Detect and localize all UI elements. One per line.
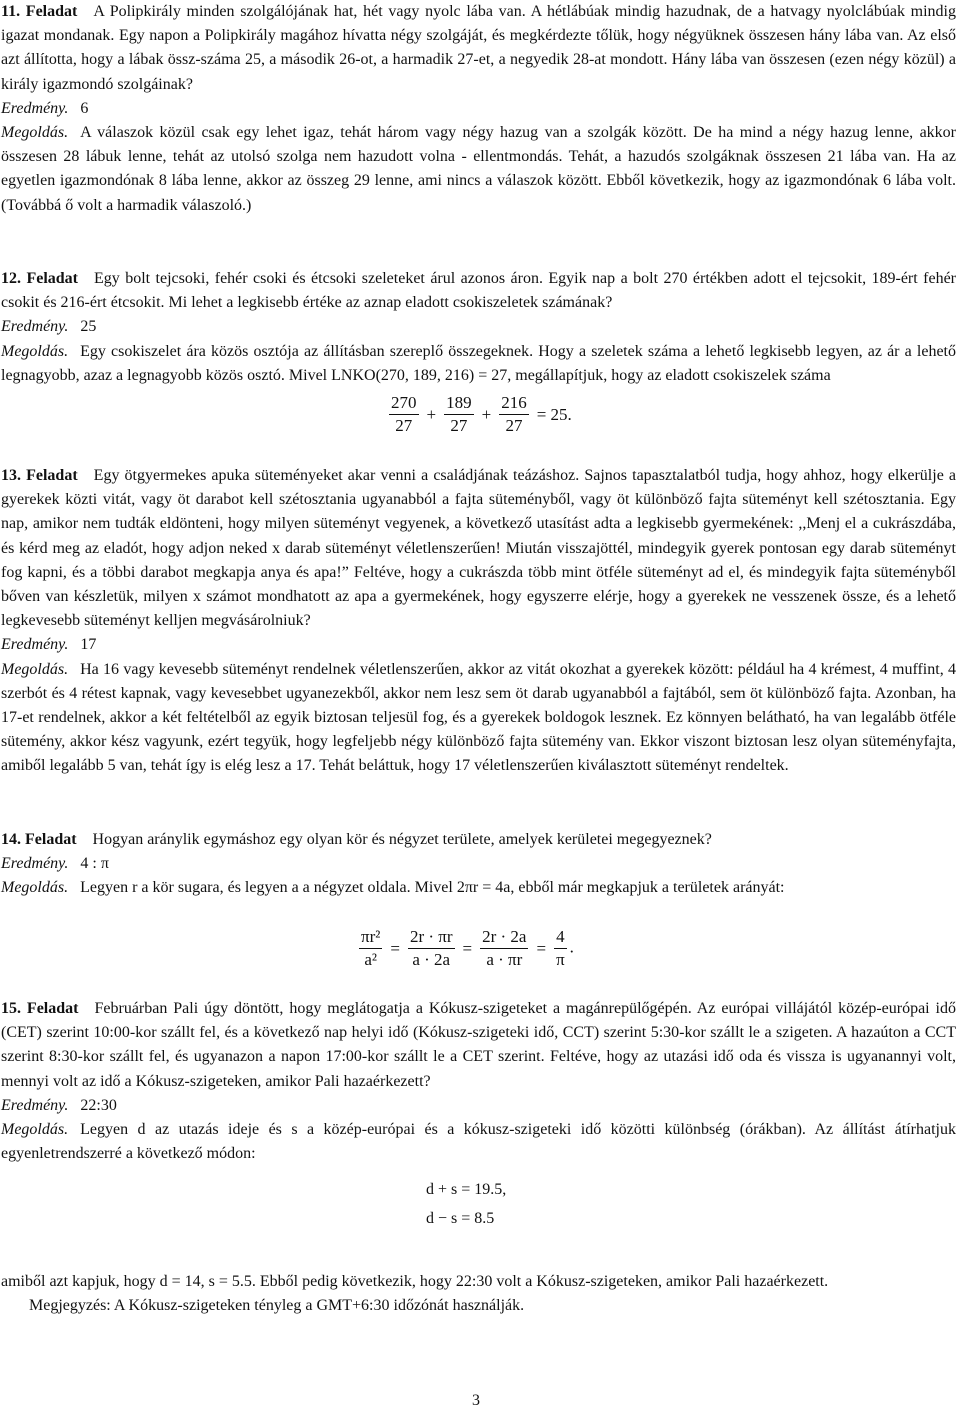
problem-12: [1, 267, 956, 388]
problem-13-statement: 13. Feladat Egy ötgyermekes apuka süteményeket akar venni a családjának teázáshoz. Sajnos tapasztalatból tudja, hogy ahhoz, hogy elkerülje a gyerekek közti vitát, vagy öt darabot kell szétosztania ugyanabból a fajta süteményből, vagy öt különböző fajta süteményt kell szétosztania. Egy nap, amikor nem tudták eldönteni, hogy milyen süteményt vegyenek, a következő utasítást adta a legkisebb gyermekének: ,,Menj el a cukrászdába, és kérd meg az eladót, hogy adjon neked x darab süteményt véletlenszerűen! Miután visszajöttél, mindegyik gyerek pontosan egy darab süteményt fog kapni, és a többi darabot megkapja anya és apa!” Feltéve, hogy a cukrászda több mint ötféle süteményt ad el, és mindegyik fajta süteményből bőven van készletük, milyen x számot mondhatott az apa a gyermekének, hogy egyszerre elérje, hogy a gyerekek ne vesszenek össze, és a lehető legkevesebb süteményt kelljen megvásárolniuk?: [1, 467, 957, 630]
problem-header: 11. Feladat: [1, 3, 78, 20]
problem-12-solution: Megoldás. Egy csokiszelet ára közös osztója az állításban szereplő összegeknek. Hogy a szeletek száma a lehető legkisebb legyen, az ár a lehető legnagyobb, azaz a legnagyobb közös osztó. Mivel LNKO(270, 189, 216) = 27, megállapítjuk, hogy az eladott csokiszelek száma: [1, 342, 956, 384]
problem-15-statement: 15. Feladat Februárban Pali úgy döntött, hogy meglátogatja a Kókusz-szigeteket a magánrepülőgépén. Az európai villájától közép-európai idő (CET) szerint 10:00-kor szállt fel, és a következő nap helyi idő (Kókusz-szigeteki idő, CCT) szerint 5:30-kor szállt le a szigeten. A hazaúton a CCT szerint 8:30-kor szállt fel, és ugyanazon a napon 17:00-kor szállt le a CET szerint. Feltéve, hogy az utazási idő oda és vissza is ugyanannyi volt, mennyi volt az idő a Kókusz-szigeteken, amikor Pali hazaérkezett?: [1, 1000, 957, 1090]
equation-system: [426, 1175, 506, 1233]
problem-15: [1, 997, 956, 1166]
problem-15-result: Eredmény. 22:30: [1, 1096, 117, 1114]
problem-14: [1, 828, 956, 901]
problem-14-result: Eredmény. 4 : π: [1, 855, 109, 873]
problem-header: 14. Feladat: [1, 831, 77, 848]
problem-12-statement: 12. Feladat Egy bolt tejcsoki, fehér csoki és étcsoki szeleteket árul azonos áron. Egyik nap a bolt 270 értékben adott el tejcsokit, 189-ért fehér csokit és 216-ért étcsokit. Mi lehet a legkisebb értéke az aznap eladott csokiszeletek számának?: [1, 270, 957, 312]
conclusion-text: amiből azt kapjuk, hogy d = 14, s = 5.5. Ebből pedig következik, hogy 22:30 volt a Kókusz-szigeteken, amikor Pali hazaérkezett.: [1, 1273, 829, 1290]
page-number: 3: [472, 1392, 480, 1409]
problem-15-conclusion: [1, 1270, 956, 1318]
problem-11-result: Eredmény. 6: [1, 99, 89, 117]
problem-14-solution: Megoldás. Legyen r a kör sugara, és legyen a a négyzet oldala. Mivel 2πr = 4a, ebből már megkapjuk a területek arányát:: [1, 879, 785, 897]
problem-13-solution: Megoldás. Ha 16 vagy kevesebb süteményt rendelnek véletlenszerűen, akkor az vitát okozhat a gyerekek között: például ha 4 krémest, 4 muffint, 4 szerbót és 4 rétest kapnak, vagy kevesebbet ugyanezekből, akkor nem lesz sem öt darab ugyanabból a fajtából, sem öt különböző fajta. Azonban, ha 17-et rendelnek, akkor a két feltételből az egyik biztosan teljesül fog, és a gyerekek boldogok lesznek. Ez könnyen belátható, ha van legalább ötféle sütemény, akkor kész vagyunk, ezért tegyük, hogy legfeljebb négy különböző fajta sütemény van. Ekkor viszont biztosan lesz olyan süteményfajta, amiből legalább 5 van, tehát így is elég lesz a 17. Tehát beláttuk, hogy 17 véletlenszerűen kiválasztott süteményt rendeltek.: [1, 660, 956, 775]
problem-11: [1, 0, 956, 218]
problem-11-solution: Megoldás. A válaszok közül csak egy lehet igaz, tehát három vagy négy hazug van a szolgák között. De ha mind a négy hazug lenne, akkor összesen 28 lábuk lenne, tehát az utolsó szolga nem hazudott volna - ellentmondás. Tehát, a hazudós szolgáknak összesen 21 lába van. Ha az egyetlen igazmondónak 8 lába lenne, akkor az összeg 29 lenne, ami nincs a válaszok között. Ebből következik, hogy az igazmondónak 6 lába volt. (Továbbá ő volt a harmadik válaszoló.): [1, 124, 956, 214]
problem-13: [1, 464, 956, 779]
problem-15-solution: Megoldás. Legyen d az utazás ideje és s a közép-európai és a kókusz-szigeteki idő közötti különbség (órákban). Az állítást átírhatjuk egyenletrendszerré a következő módon:: [1, 1121, 956, 1163]
problem-header: 13. Feladat: [1, 467, 78, 484]
problem-14-statement: 14. Feladat Hogyan aránylik egymáshoz egy olyan kör és négyzet területe, amelyek kerületei megegyeznek?: [1, 831, 712, 848]
problem-11-statement: 11. Feladat A Polipkirály minden szolgálójának hat, hét vagy nyolc lába van. A hétlábúak mindig hazudnak, de a hatvagy nyolclábúak mindig igazat mondanak. Egy napon a Polipkirály magához hívatta négy szolgáját, és megkérdezte tőlük, hogy négyüknek összesen hány lába van. Az első azt állította, hogy a lábak össz-száma 25, a második 26-ot, a harmadik 27-et, a negyedik 28-at mondott. Hány lába van összesen (ezen négy közül) a király igazmondó szolgáinak?: [1, 3, 956, 93]
equation-line-2: d − s = 8.5: [426, 1210, 495, 1227]
problem-12-result: Eredmény. 25: [1, 318, 97, 336]
area-ratio-equation: $\frac{\text{πr²}}{\text{a²}}$ = $\frac{2r \cdot \pi r}{a \cdot 2a}$ = $\frac{2r \cdot 2a}{a \cdot \pi r}$ = $\frac{4}{\pi}$ .: [361, 927, 574, 969]
note-text: Megjegyzés: A Kókusz-szigeteken tényleg a GMT+6:30 időzónát használják.: [29, 1297, 525, 1315]
equation-line-1: d + s = 19.5,: [426, 1181, 507, 1198]
problem-header: 15. Feladat: [1, 1000, 79, 1017]
problem-header: 12. Feladat: [1, 270, 78, 287]
fraction-sum-equation: $\frac{270}{27}$ + $\frac{189}{27}$ + $\frac{216}{27}$ = 25.: [391, 393, 572, 435]
problem-13-result: Eredmény. 17: [1, 636, 97, 654]
